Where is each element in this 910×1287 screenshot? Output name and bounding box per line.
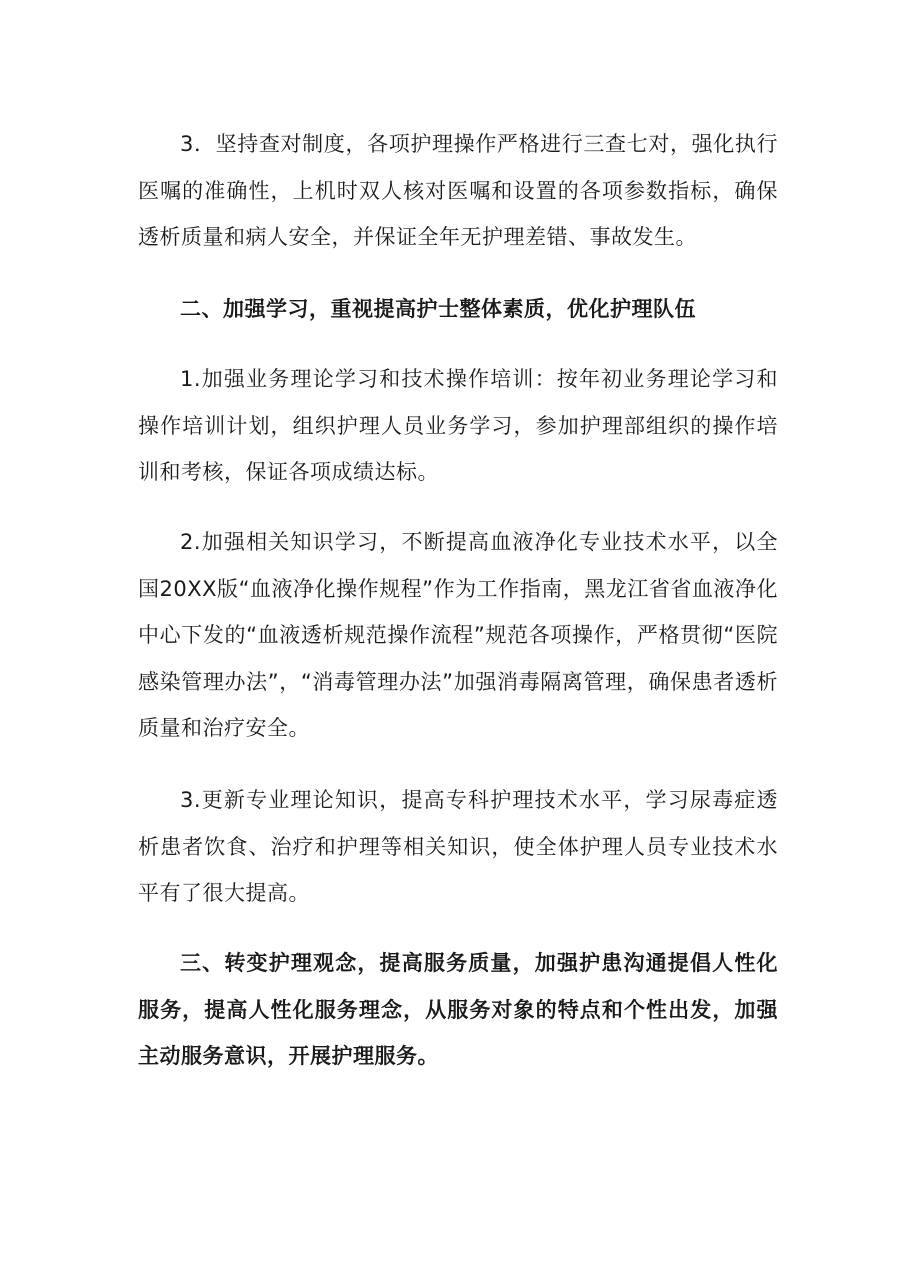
- section-heading-two: 二、加强学习，重视提高护士整体素质，优化护理队伍: [180, 297, 696, 321]
- paragraph-business-training: 1.加强业务理论学习和技术操作培训：按年初业务理论学习和操作培训计划，组织护理人员业务学习，参加护理部组织的操作培训和考核，保证各项成绩达标。: [138, 367, 778, 484]
- paragraph-knowledge-study: 2.加强相关知识学习，不断提高血液净化专业技术水平，以全国20XX版“血液净化操作规程”作为工作指南，黑龙江省省血液净化中心下发的“血液透析规范操作流程”规范各项操作，严格贯彻“医院感染管理办法”，“消毒管理办法”加强消毒隔离管理，确保患者透析质量和治疗安全。: [138, 530, 778, 740]
- paragraph-professional-update: 3.更新专业理论知识，提高专科护理技术水平，学习尿毒症透析患者饮食、治疗和护理等相关知识，使全体护理人员专业技术水平有了很大提高。: [138, 788, 778, 905]
- paragraph-check-system: 3．坚持查对制度，各项护理操作严格进行三查七对，强化执行医嘱的准确性，上机时双人核对医嘱和设置的各项参数指标，确保透析质量和病人安全，并保证全年无护理差错、事故发生。: [138, 132, 778, 249]
- section-heading-three: 三、转变护理观念，提高服务质量，加强护患沟通提倡人性化服务，提高人性化服务理念，从服务对象的特点和个性出发，加强主动服务意识，开展护理服务。: [138, 951, 778, 1068]
